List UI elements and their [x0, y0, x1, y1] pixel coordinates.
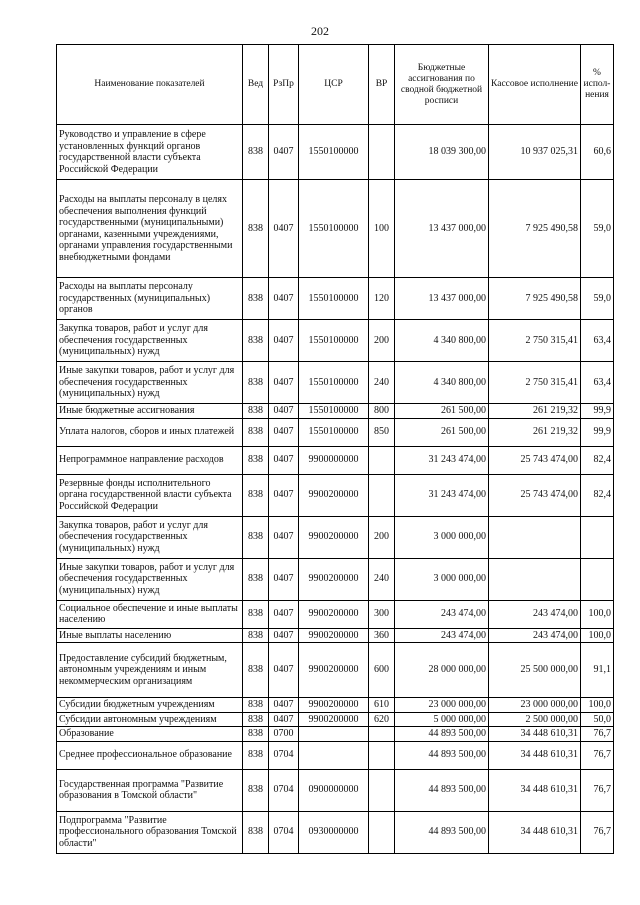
cell-rzpr: 0407 [269, 180, 299, 278]
cell-vr [369, 125, 395, 180]
cell-pct: 50,0 [581, 712, 614, 727]
cell-rzpr: 0407 [269, 516, 299, 558]
cell-cash: 34 448 610,31 [489, 811, 581, 853]
cell-csr: 0900000000 [299, 769, 369, 811]
cell-csr: 9900200000 [299, 643, 369, 698]
cell-cash [489, 558, 581, 600]
cell-vr [369, 811, 395, 853]
cell-vr: 850 [369, 418, 395, 446]
cell-vr [369, 727, 395, 742]
cell-name: Государственная программа "Развитие образования в Томской области" [57, 769, 243, 811]
cell-ved: 838 [243, 474, 269, 516]
cell-ved: 838 [243, 418, 269, 446]
cell-vr: 800 [369, 404, 395, 419]
header-cash: Кассовое исполнение [489, 45, 581, 125]
cell-budget: 31 243 474,00 [395, 446, 489, 474]
cell-vr: 100 [369, 180, 395, 278]
header-pct: % испол-нения [581, 45, 614, 125]
cell-cash: 34 448 610,31 [489, 769, 581, 811]
cell-vr [369, 741, 395, 769]
cell-ved: 838 [243, 446, 269, 474]
cell-csr: 9900000000 [299, 446, 369, 474]
cell-pct [581, 558, 614, 600]
cell-csr: 9900200000 [299, 600, 369, 628]
cell-pct: 100,0 [581, 628, 614, 643]
table-row [57, 769, 614, 811]
cell-budget: 4 340 800,00 [395, 362, 489, 404]
header-name: Наименование показателей [57, 45, 243, 125]
cell-pct: 59,0 [581, 180, 614, 278]
cell-name: Образование [57, 727, 243, 742]
cell-pct: 99,9 [581, 404, 614, 419]
cell-cash: 10 937 025,31 [489, 125, 581, 180]
cell-cash: 2 750 315,41 [489, 320, 581, 362]
cell-cash: 34 448 610,31 [489, 741, 581, 769]
cell-vr: 600 [369, 643, 395, 698]
cell-vr: 240 [369, 362, 395, 404]
cell-name: Предоставление субсидий бюджетным, автономным учреждениям и иным некоммерческим организациям [57, 643, 243, 698]
cell-name: Уплата налогов, сборов и иных платежей [57, 418, 243, 446]
cell-vr: 120 [369, 278, 395, 320]
cell-pct: 60,6 [581, 125, 614, 180]
table-row [57, 418, 614, 446]
table-row [57, 474, 614, 516]
cell-pct: 100,0 [581, 600, 614, 628]
cell-ved: 838 [243, 643, 269, 698]
cell-budget: 44 893 500,00 [395, 727, 489, 742]
cell-budget: 44 893 500,00 [395, 741, 489, 769]
cell-name: Расходы на выплаты персоналу в целях обеспечения выполнения функций государственными (муниципальными) органами, казенными учреждениями, органами управления государственными внебюджетными фондами [57, 180, 243, 278]
cell-budget: 5 000 000,00 [395, 712, 489, 727]
cell-csr: 9900200000 [299, 698, 369, 713]
cell-budget: 261 500,00 [395, 404, 489, 419]
cell-ved: 838 [243, 600, 269, 628]
cell-name: Непрограммное направление расходов [57, 446, 243, 474]
table-row [57, 741, 614, 769]
cell-csr: 1550100000 [299, 362, 369, 404]
cell-budget: 23 000 000,00 [395, 698, 489, 713]
cell-pct: 76,7 [581, 727, 614, 742]
cell-name: Руководство и управление в сфере установленных функций органов государственной власти субъекта Российской Федерации [57, 125, 243, 180]
cell-vr: 200 [369, 320, 395, 362]
cell-csr: 9900200000 [299, 516, 369, 558]
cell-budget: 31 243 474,00 [395, 474, 489, 516]
cell-ved: 838 [243, 404, 269, 419]
table-row [57, 362, 614, 404]
cell-csr [299, 741, 369, 769]
table-row [57, 727, 614, 742]
cell-budget: 243 474,00 [395, 600, 489, 628]
cell-cash: 2 500 000,00 [489, 712, 581, 727]
cell-cash: 23 000 000,00 [489, 698, 581, 713]
cell-cash: 25 743 474,00 [489, 474, 581, 516]
cell-name: Иные выплаты населению [57, 628, 243, 643]
cell-cash: 7 925 490,58 [489, 278, 581, 320]
cell-cash: 7 925 490,58 [489, 180, 581, 278]
cell-budget: 3 000 000,00 [395, 516, 489, 558]
cell-pct [581, 516, 614, 558]
cell-ved: 838 [243, 712, 269, 727]
cell-rzpr: 0407 [269, 558, 299, 600]
table-row [57, 278, 614, 320]
cell-rzpr: 0407 [269, 362, 299, 404]
cell-vr: 620 [369, 712, 395, 727]
cell-budget: 28 000 000,00 [395, 643, 489, 698]
cell-ved: 838 [243, 727, 269, 742]
table-row [57, 698, 614, 713]
cell-csr: 1550100000 [299, 125, 369, 180]
cell-rzpr: 0407 [269, 418, 299, 446]
cell-pct: 76,7 [581, 741, 614, 769]
cell-pct: 59,0 [581, 278, 614, 320]
cell-name: Иные закупки товаров, работ и услуг для обеспечения государственных (муниципальных) нужд [57, 558, 243, 600]
cell-ved: 838 [243, 741, 269, 769]
cell-ved: 838 [243, 362, 269, 404]
cell-csr: 9900200000 [299, 474, 369, 516]
cell-pct: 99,9 [581, 418, 614, 446]
cell-cash: 25 743 474,00 [489, 446, 581, 474]
cell-budget: 261 500,00 [395, 418, 489, 446]
cell-csr: 9900200000 [299, 558, 369, 600]
cell-vr: 610 [369, 698, 395, 713]
cell-budget: 44 893 500,00 [395, 769, 489, 811]
cell-name: Подпрограмма "Развитие профессионального образования Томской области" [57, 811, 243, 853]
table-row [57, 811, 614, 853]
table-row [57, 600, 614, 628]
cell-vr [369, 446, 395, 474]
cell-rzpr: 0700 [269, 727, 299, 742]
cell-csr: 9900200000 [299, 712, 369, 727]
table-row [57, 712, 614, 727]
cell-ved: 838 [243, 125, 269, 180]
cell-vr: 240 [369, 558, 395, 600]
cell-name: Закупка товаров, работ и услуг для обеспечения государственных (муниципальных) нужд [57, 516, 243, 558]
cell-pct: 76,7 [581, 769, 614, 811]
cell-rzpr: 0407 [269, 404, 299, 419]
cell-rzpr: 0407 [269, 320, 299, 362]
cell-name: Субсидии бюджетным учреждениям [57, 698, 243, 713]
cell-budget: 3 000 000,00 [395, 558, 489, 600]
cell-cash: 2 750 315,41 [489, 362, 581, 404]
table-row [57, 446, 614, 474]
cell-name: Иные закупки товаров, работ и услуг для обеспечения государственных (муниципальных) нужд [57, 362, 243, 404]
cell-budget: 44 893 500,00 [395, 811, 489, 853]
cell-rzpr: 0407 [269, 446, 299, 474]
table-row [57, 628, 614, 643]
cell-ved: 838 [243, 320, 269, 362]
cell-rzpr: 0407 [269, 125, 299, 180]
cell-csr: 1550100000 [299, 278, 369, 320]
cell-budget: 4 340 800,00 [395, 320, 489, 362]
cell-csr: 1550100000 [299, 418, 369, 446]
cell-name: Социальное обеспечение и иные выплаты населению [57, 600, 243, 628]
cell-rzpr: 0704 [269, 769, 299, 811]
cell-name: Расходы на выплаты персоналу государственных (муниципальных) органов [57, 278, 243, 320]
cell-ved: 838 [243, 180, 269, 278]
page-number: 202 [311, 24, 329, 38]
cell-ved: 838 [243, 769, 269, 811]
cell-cash: 25 500 000,00 [489, 643, 581, 698]
cell-ved: 838 [243, 278, 269, 320]
cell-ved: 838 [243, 516, 269, 558]
cell-rzpr: 0407 [269, 643, 299, 698]
table-row [57, 320, 614, 362]
cell-rzpr: 0407 [269, 278, 299, 320]
cell-vr: 360 [369, 628, 395, 643]
header-rzpr: РзПр [269, 45, 299, 125]
cell-rzpr: 0407 [269, 712, 299, 727]
header-budget: Бюджетные ассигнования по сводной бюджетной росписи [395, 45, 489, 125]
cell-rzpr: 0407 [269, 628, 299, 643]
table-row [57, 125, 614, 180]
cell-name: Резервные фонды исполнительного органа государственной власти субъекта Российской Федерации [57, 474, 243, 516]
cell-cash: 261 219,32 [489, 418, 581, 446]
cell-pct: 82,4 [581, 446, 614, 474]
cell-csr: 1550100000 [299, 320, 369, 362]
cell-ved: 838 [243, 811, 269, 853]
cell-pct: 63,4 [581, 362, 614, 404]
cell-csr: 9900200000 [299, 628, 369, 643]
cell-cash: 243 474,00 [489, 628, 581, 643]
cell-pct: 91,1 [581, 643, 614, 698]
cell-budget: 13 437 000,00 [395, 180, 489, 278]
cell-vr [369, 769, 395, 811]
table-body [57, 125, 614, 854]
cell-csr [299, 727, 369, 742]
cell-pct: 76,7 [581, 811, 614, 853]
cell-budget: 18 039 300,00 [395, 125, 489, 180]
cell-csr: 0930000000 [299, 811, 369, 853]
cell-name: Закупка товаров, работ и услуг для обеспечения государственных (муниципальных) нужд [57, 320, 243, 362]
cell-vr: 300 [369, 600, 395, 628]
cell-name: Субсидии автономным учреждениям [57, 712, 243, 727]
cell-name: Среднее профессиональное образование [57, 741, 243, 769]
cell-cash [489, 516, 581, 558]
cell-budget: 13 437 000,00 [395, 278, 489, 320]
cell-vr [369, 474, 395, 516]
cell-rzpr: 0704 [269, 741, 299, 769]
table-row [57, 643, 614, 698]
cell-rzpr: 0407 [269, 698, 299, 713]
cell-cash: 34 448 610,31 [489, 727, 581, 742]
cell-ved: 838 [243, 628, 269, 643]
cell-cash: 261 219,32 [489, 404, 581, 419]
cell-vr: 200 [369, 516, 395, 558]
cell-budget: 243 474,00 [395, 628, 489, 643]
table-row [57, 180, 614, 278]
cell-pct: 100,0 [581, 698, 614, 713]
cell-csr: 1550100000 [299, 404, 369, 419]
cell-ved: 838 [243, 558, 269, 600]
cell-name: Иные бюджетные ассигнования [57, 404, 243, 419]
header-vr: ВР [369, 45, 395, 125]
table-header-row [57, 45, 614, 125]
header-csr: ЦСР [299, 45, 369, 125]
table-row [57, 558, 614, 600]
header-ved: Вед [243, 45, 269, 125]
cell-rzpr: 0704 [269, 811, 299, 853]
table-row [57, 516, 614, 558]
cell-ved: 838 [243, 698, 269, 713]
cell-pct: 63,4 [581, 320, 614, 362]
cell-rzpr: 0407 [269, 600, 299, 628]
cell-cash: 243 474,00 [489, 600, 581, 628]
budget-execution-table [56, 44, 614, 854]
table-row [57, 404, 614, 419]
cell-csr: 1550100000 [299, 180, 369, 278]
cell-pct: 82,4 [581, 474, 614, 516]
cell-rzpr: 0407 [269, 474, 299, 516]
